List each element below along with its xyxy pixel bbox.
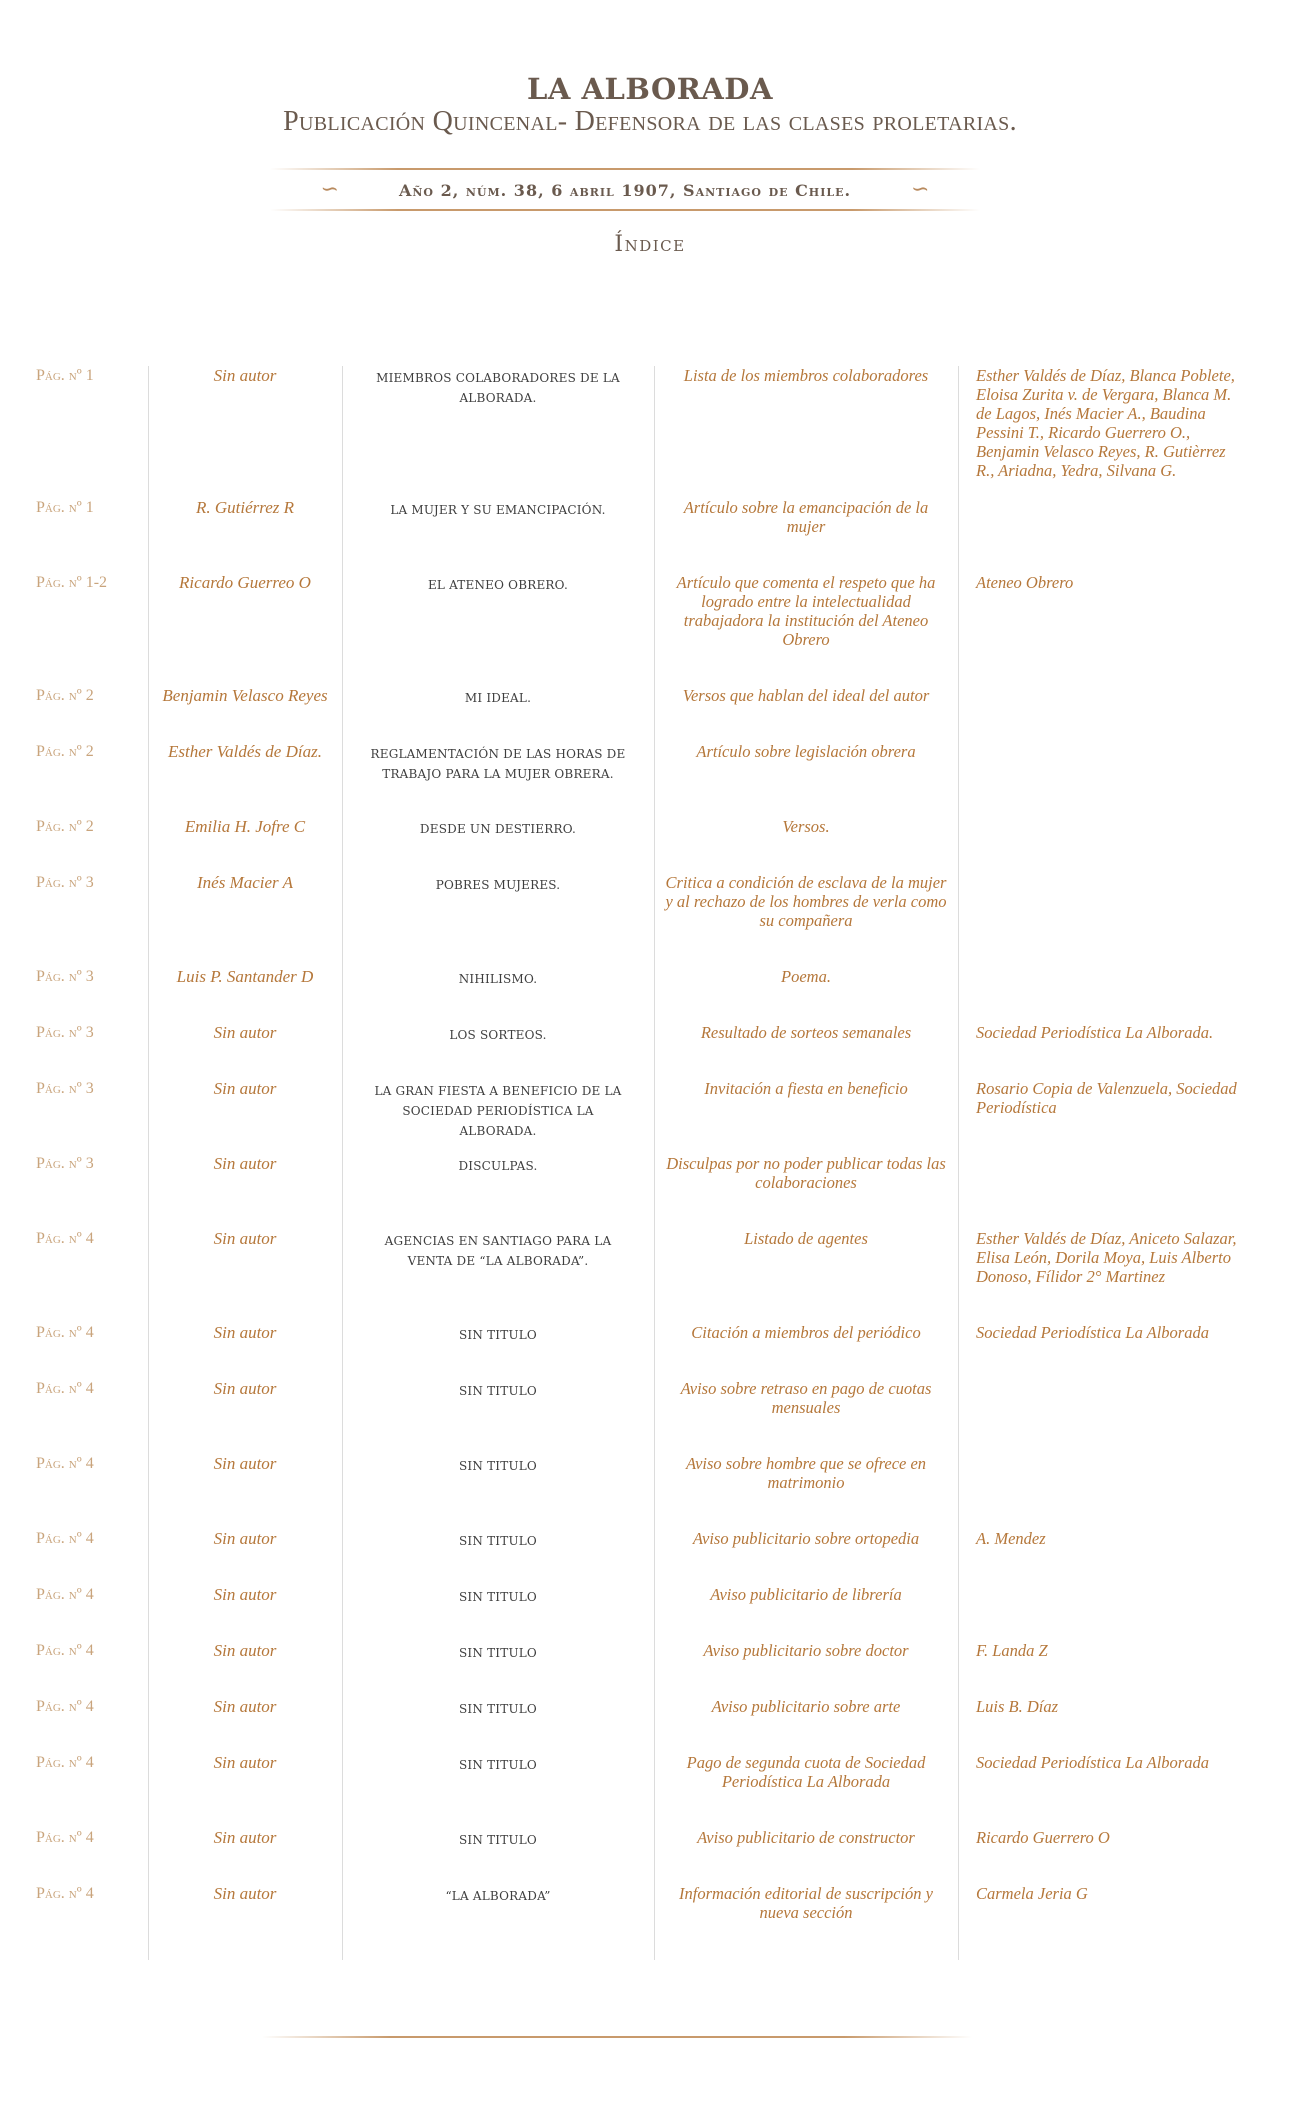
article-title [342, 1828, 654, 1850]
article-title-text: AGENCIAS EN SANTIAGO PARA LA VENTA DE “LA ALBORADA”. [384, 1234, 612, 1268]
mentioned-names-text: Ateneo Obrero [976, 573, 1074, 592]
author-text: Sin autor [213, 1229, 277, 1248]
article-title [342, 1454, 654, 1476]
table-row [0, 1154, 1300, 1229]
masthead [0, 72, 1300, 137]
issue-info: Año 2, núm. 38, 6 abril 1907, Santiago de Chile. [398, 180, 852, 200]
table-row [0, 1323, 1300, 1379]
author-text: Sin autor [213, 1884, 277, 1903]
page-number-text: Pág. nº 4 [36, 1530, 94, 1547]
page-number-text: Pág. nº 1 [36, 499, 94, 516]
article-title [342, 1585, 654, 1607]
article-title [342, 742, 654, 784]
page-number [36, 1697, 146, 1716]
table-row [0, 573, 1300, 686]
page-number [36, 573, 146, 592]
mentioned-names [976, 366, 1244, 480]
author [148, 686, 342, 705]
description-text: Aviso publicitario de librería [710, 1585, 902, 1604]
mentioned-names [976, 1323, 1244, 1342]
page-number [36, 1229, 146, 1248]
table-row [0, 1454, 1300, 1529]
description-text: Invitación a fiesta en beneficio [704, 1079, 908, 1098]
article-title-text: REGLAMENTACIÓN DE LAS HORAS DE TRABAJO PARA LA MUJER OBRERA. [370, 747, 626, 781]
description-text: Artículo sobre la emancipación de la mujer [683, 498, 929, 536]
article-title [342, 498, 654, 520]
article-title-text: LA MUJER Y SU EMANCIPACIÓN. [390, 503, 606, 517]
page-number-text: Pág. nº 1 [36, 367, 94, 384]
author [148, 1585, 342, 1604]
article-title [342, 1697, 654, 1719]
description-text: Aviso publicitario sobre doctor [703, 1641, 909, 1660]
description [654, 817, 958, 836]
table-row [0, 1828, 1300, 1884]
page-number [36, 1079, 146, 1098]
page-number [36, 1323, 146, 1342]
description [654, 573, 958, 649]
table-row [0, 1529, 1300, 1585]
description-text: Información editorial de suscripción y nueva sección [679, 1884, 933, 1922]
page-number [36, 1454, 146, 1473]
article-title [342, 366, 654, 408]
author [148, 873, 342, 892]
article-title [342, 1023, 654, 1045]
author [148, 742, 342, 761]
author [148, 498, 342, 517]
author-text: Inés Macier A [197, 873, 293, 892]
article-title [342, 573, 654, 595]
mentioned-names [976, 1079, 1244, 1117]
description-text: Disculpas por no poder publicar todas las colaboraciones [666, 1154, 946, 1192]
description [654, 498, 958, 536]
author-text: Sin autor [213, 1697, 277, 1716]
article-title-text: MIEMBROS COLABORADORES DE LA ALBORADA. [376, 371, 620, 405]
author-text: Sin autor [213, 1323, 277, 1342]
description-text: Poema. [781, 967, 831, 986]
description [654, 686, 958, 705]
article-title [342, 873, 654, 895]
description-text: Aviso publicitario de constructor [697, 1828, 915, 1847]
page-number [36, 1753, 146, 1772]
index-table [0, 366, 1300, 1940]
table-row [0, 1884, 1300, 1940]
page-number [36, 817, 146, 836]
author [148, 1079, 342, 1098]
author-text: Sin autor [213, 1753, 277, 1772]
page-number [36, 873, 146, 892]
description [654, 1379, 958, 1417]
author [148, 573, 342, 592]
table-row [0, 366, 1300, 498]
table-row [0, 1229, 1300, 1323]
description [654, 1641, 958, 1660]
page-number [36, 1529, 146, 1548]
page-number [36, 1641, 146, 1660]
description [654, 1023, 958, 1042]
article-title-text: NIHILISMO. [458, 972, 538, 986]
flourish-right-icon: ∽ [911, 177, 930, 202]
header-bottom-rule [270, 209, 980, 211]
table-row [0, 1079, 1300, 1154]
mentioned-names [976, 1229, 1244, 1286]
page-number-text: Pág. nº 4 [36, 1754, 94, 1771]
page-number [36, 742, 146, 761]
table-row [0, 742, 1300, 817]
article-title-text: DESDE UN DESTIERRO. [419, 822, 577, 836]
mentioned-names [976, 1753, 1244, 1772]
page-number-text: Pág. nº 4 [36, 1642, 94, 1659]
author [148, 1229, 342, 1248]
mentioned-names-text: Sociedad Periodística La Alborada. [976, 1023, 1214, 1042]
mentioned-names-text: F. Landa Z [976, 1641, 1048, 1660]
article-title [342, 1884, 654, 1906]
author [148, 1828, 342, 1847]
table-row [0, 967, 1300, 1023]
page-number-text: Pág. nº 3 [36, 1080, 94, 1097]
author-text: Sin autor [213, 1585, 277, 1604]
table-row [0, 1697, 1300, 1753]
article-title-text: SIN TITULO [459, 1646, 537, 1660]
article-title [342, 1379, 654, 1401]
table-row [0, 1379, 1300, 1454]
author-text: Ricardo Guerreo O [179, 573, 311, 592]
page-number [36, 498, 146, 517]
mentioned-names-text: Esther Valdés de Díaz, Blanca Poblete, Eloisa Zurita v. de Vergara, Blanca M. de Lagos, Inés Macier A., Baudina Pessini T., Ricardo Guerrero O., Benjamin Velasco Reyes, R. Gutièrrez R., Ariadna, Yedra, Silvana G. [976, 366, 1235, 480]
description-text: Artículo que comenta el respeto que ha logrado entre la intelectualidad trabajadora la institución del Ateneo Obrero [676, 573, 936, 649]
description [654, 1323, 958, 1342]
page-number-text: Pág. nº 1-2 [36, 574, 108, 591]
article-title [342, 686, 654, 708]
author-text: Sin autor [213, 1023, 277, 1042]
page-number [36, 1884, 146, 1903]
author [148, 1529, 342, 1548]
article-title [342, 1323, 654, 1345]
page-number-text: Pág. nº 3 [36, 1155, 94, 1172]
author-text: R. Gutiérrez R [195, 498, 295, 517]
description [654, 1529, 958, 1548]
description [654, 1454, 958, 1492]
article-title-text: SIN TITULO [459, 1384, 537, 1398]
mentioned-names [976, 1023, 1244, 1042]
mentioned-names-text: Esther Valdés de Díaz, Aniceto Salazar, Elisa León, Dorila Moya, Luis Alberto Donoso, Fílidor 2° Martinez [976, 1229, 1237, 1286]
article-title-text: LOS SORTEOS. [449, 1028, 547, 1042]
issue-line [270, 176, 980, 204]
table-row [0, 1585, 1300, 1641]
page-number [36, 1585, 146, 1604]
page-number-text: Pág. nº 4 [36, 1829, 94, 1846]
page-number-text: Pág. nº 3 [36, 968, 94, 985]
mentioned-names [976, 1828, 1244, 1847]
author-text: Sin autor [213, 1154, 277, 1173]
article-title-text: “LA ALBORADA” [445, 1889, 551, 1903]
author [148, 1641, 342, 1660]
author [148, 967, 342, 986]
article-title-text: DISCULPAS. [458, 1159, 538, 1173]
publication-subtitle: Publicación Quincenal- Defensora de las clases proletarias. [283, 106, 1017, 137]
page-number [36, 1379, 146, 1398]
description-text: Artículo sobre legislación obrera [696, 742, 916, 761]
page-number [36, 686, 146, 705]
article-title-text: SIN TITULO [459, 1328, 537, 1342]
page-number [36, 967, 146, 986]
article-title [342, 1079, 654, 1141]
mentioned-names-text: Sociedad Periodística La Alborada [976, 1323, 1209, 1342]
mentioned-names-text: Ricardo Guerrero O [976, 1828, 1110, 1847]
page-number-text: Pág. nº 4 [36, 1380, 94, 1397]
description [654, 1079, 958, 1098]
page-number [36, 1154, 146, 1173]
author [148, 1023, 342, 1042]
page-number [36, 1828, 146, 1847]
description [654, 366, 958, 385]
article-title [342, 967, 654, 989]
author [148, 1454, 342, 1473]
page-number-text: Pág. nº 2 [36, 818, 94, 835]
author-text: Sin autor [213, 1641, 277, 1660]
description-text: Pago de segunda cuota de Sociedad Periodística La Alborada [686, 1753, 926, 1791]
article-title-text: EL ATENEO OBRERO. [427, 578, 569, 592]
table-row [0, 498, 1300, 573]
page-number [36, 366, 146, 385]
description [654, 1154, 958, 1192]
description-text: Versos que hablan del ideal del autor [682, 686, 930, 705]
article-title-text: POBRES MUJERES. [435, 878, 561, 892]
article-title [342, 1753, 654, 1775]
description [654, 873, 958, 930]
author [148, 1323, 342, 1342]
author [148, 1154, 342, 1173]
description-text: Aviso sobre retraso en pago de cuotas mensuales [680, 1379, 932, 1417]
author-text: Sin autor [213, 1454, 277, 1473]
table-row [0, 1753, 1300, 1828]
mentioned-names-text: Carmela Jeria G [976, 1884, 1088, 1903]
author [148, 1884, 342, 1903]
page-number-text: Pág. nº 4 [36, 1324, 94, 1341]
footer-rule [262, 2036, 972, 2038]
description [654, 967, 958, 986]
description-text: Citación a miembros del periódico [691, 1323, 921, 1342]
article-title [342, 1641, 654, 1663]
author [148, 1753, 342, 1772]
mentioned-names [976, 1529, 1244, 1548]
article-title [342, 1229, 654, 1271]
table-row [0, 1023, 1300, 1079]
page-number-text: Pág. nº 2 [36, 743, 94, 760]
mentioned-names-text: Sociedad Periodística La Alborada [976, 1753, 1209, 1772]
author-text: Luis P. Santander D [176, 967, 314, 986]
description-text: Resultado de sorteos semanales [700, 1023, 912, 1042]
page-number-text: Pág. nº 2 [36, 687, 94, 704]
article-title-text: LA GRAN FIESTA A BENEFICIO DE LA SOCIEDAD PERIODÍSTICA LA ALBORADA. [374, 1084, 622, 1138]
article-title-text: SIN TITULO [459, 1702, 537, 1716]
author-text: Sin autor [213, 1529, 277, 1548]
mentioned-names-text: A. Mendez [976, 1529, 1046, 1548]
page-number [36, 1023, 146, 1042]
description-text: Versos. [782, 817, 830, 836]
author [148, 1379, 342, 1398]
page-number-text: Pág. nº 4 [36, 1455, 94, 1472]
table-row [0, 686, 1300, 742]
description-text: Aviso publicitario sobre ortopedia [692, 1529, 920, 1548]
description [654, 1229, 958, 1248]
author-text: Sin autor [213, 1379, 277, 1398]
mentioned-names [976, 1884, 1244, 1903]
author [148, 817, 342, 836]
author-text: Sin autor [213, 366, 277, 385]
page-number-text: Pág. nº 4 [36, 1230, 94, 1247]
mentioned-names [976, 573, 1244, 592]
description-text: Aviso publicitario sobre arte [711, 1697, 901, 1716]
page-number-text: Pág. nº 4 [36, 1586, 94, 1603]
description [654, 742, 958, 761]
table-row [0, 1641, 1300, 1697]
description [654, 1697, 958, 1716]
author-text: Sin autor [213, 1828, 277, 1847]
author-text: Esther Valdés de Díaz. [168, 742, 322, 761]
article-title-text: SIN TITULO [459, 1758, 537, 1772]
article-title [342, 817, 654, 839]
table-row [0, 817, 1300, 873]
article-title [342, 1154, 654, 1176]
page-number-text: Pág. nº 4 [36, 1885, 94, 1902]
article-title [342, 1529, 654, 1551]
author [148, 1697, 342, 1716]
author-text: Benjamin Velasco Reyes [162, 686, 328, 705]
mentioned-names-text: Rosario Copia de Valenzuela, Sociedad Periodística [976, 1079, 1237, 1117]
mentioned-names [976, 1641, 1244, 1660]
description [654, 1884, 958, 1922]
mentioned-names-text: Luis B. Díaz [976, 1697, 1059, 1716]
header-top-rule [270, 168, 980, 170]
author [148, 366, 342, 385]
article-title-text: SIN TITULO [459, 1534, 537, 1548]
description [654, 1828, 958, 1847]
description-text: Listado de agentes [744, 1229, 868, 1248]
description-text: Critica a condición de esclava de la mujer y al rechazo de los hombres de verla como su compañera [665, 873, 947, 930]
page-number-text: Pág. nº 4 [36, 1698, 94, 1715]
author-text: Emilia H. Jofre C [184, 817, 306, 836]
author-text: Sin autor [213, 1079, 277, 1098]
publication-title: LA ALBORADA [527, 72, 773, 106]
description [654, 1585, 958, 1604]
description-text: Lista de los miembros colaboradores [683, 366, 929, 385]
description-text: Aviso sobre hombre que se ofrece en matrimonio [685, 1454, 927, 1492]
mentioned-names [976, 1697, 1244, 1716]
index-heading: Índice [614, 232, 686, 257]
flourish-left-icon: ∽ [320, 177, 339, 202]
table-row [0, 873, 1300, 967]
article-title-text: SIN TITULO [459, 1459, 537, 1473]
article-title-text: MI IDEAL. [464, 691, 532, 705]
page-number-text: Pág. nº 3 [36, 1024, 94, 1041]
article-title-text: SIN TITULO [459, 1590, 537, 1604]
page-number-text: Pág. nº 3 [36, 874, 94, 891]
article-title-text: SIN TITULO [459, 1833, 537, 1847]
description [654, 1753, 958, 1791]
